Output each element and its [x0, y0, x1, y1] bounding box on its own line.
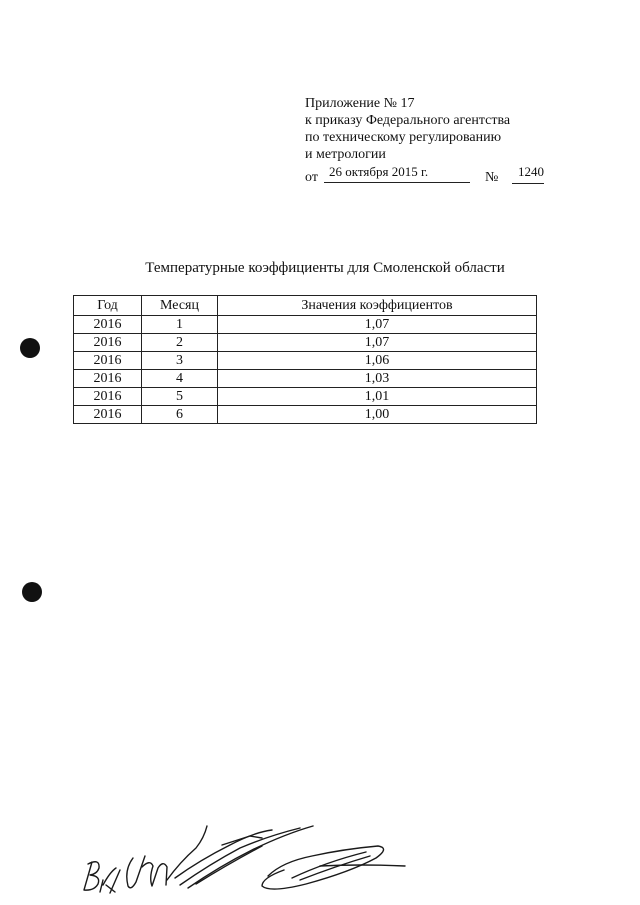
- order-number: 1240: [512, 163, 544, 184]
- cell-month: 1: [142, 316, 218, 334]
- header-month: Месяц: [142, 296, 218, 316]
- cell-coefficient: 1,03: [218, 370, 537, 388]
- cell-month: 6: [142, 406, 218, 424]
- document-title: Температурные коэффициенты для Смоленской области: [145, 260, 505, 276]
- cell-year: 2016: [74, 334, 142, 352]
- cell-coefficient: 1,00: [218, 406, 537, 424]
- cell-coefficient: 1,01: [218, 388, 537, 406]
- cell-coefficient: 1,07: [218, 316, 537, 334]
- from-label: от: [305, 170, 318, 185]
- appendix-line-2: к приказу Федерального агентства: [305, 113, 511, 128]
- cell-month: 5: [142, 388, 218, 406]
- number-label: №: [485, 170, 499, 185]
- header-coefficient: Значения коэффициентов: [218, 296, 537, 316]
- cell-coefficient: 1,06: [218, 352, 537, 370]
- cell-month: 4: [142, 370, 218, 388]
- appendix-line-1: Приложение № 17: [305, 96, 415, 111]
- order-date: 26 октября 2015 г.: [324, 163, 470, 183]
- appendix-line-3: по техническому регулированию: [305, 130, 502, 145]
- cell-year: 2016: [74, 406, 142, 424]
- cell-year: 2016: [74, 388, 142, 406]
- cell-year: 2016: [74, 352, 142, 370]
- cell-month: 2: [142, 334, 218, 352]
- appendix-line-4: и метрологии: [305, 147, 386, 162]
- header-year: Год: [74, 296, 142, 316]
- cell-year: 2016: [74, 316, 142, 334]
- cell-coefficient: 1,07: [218, 334, 537, 352]
- cell-month: 3: [142, 352, 218, 370]
- cell-year: 2016: [74, 370, 142, 388]
